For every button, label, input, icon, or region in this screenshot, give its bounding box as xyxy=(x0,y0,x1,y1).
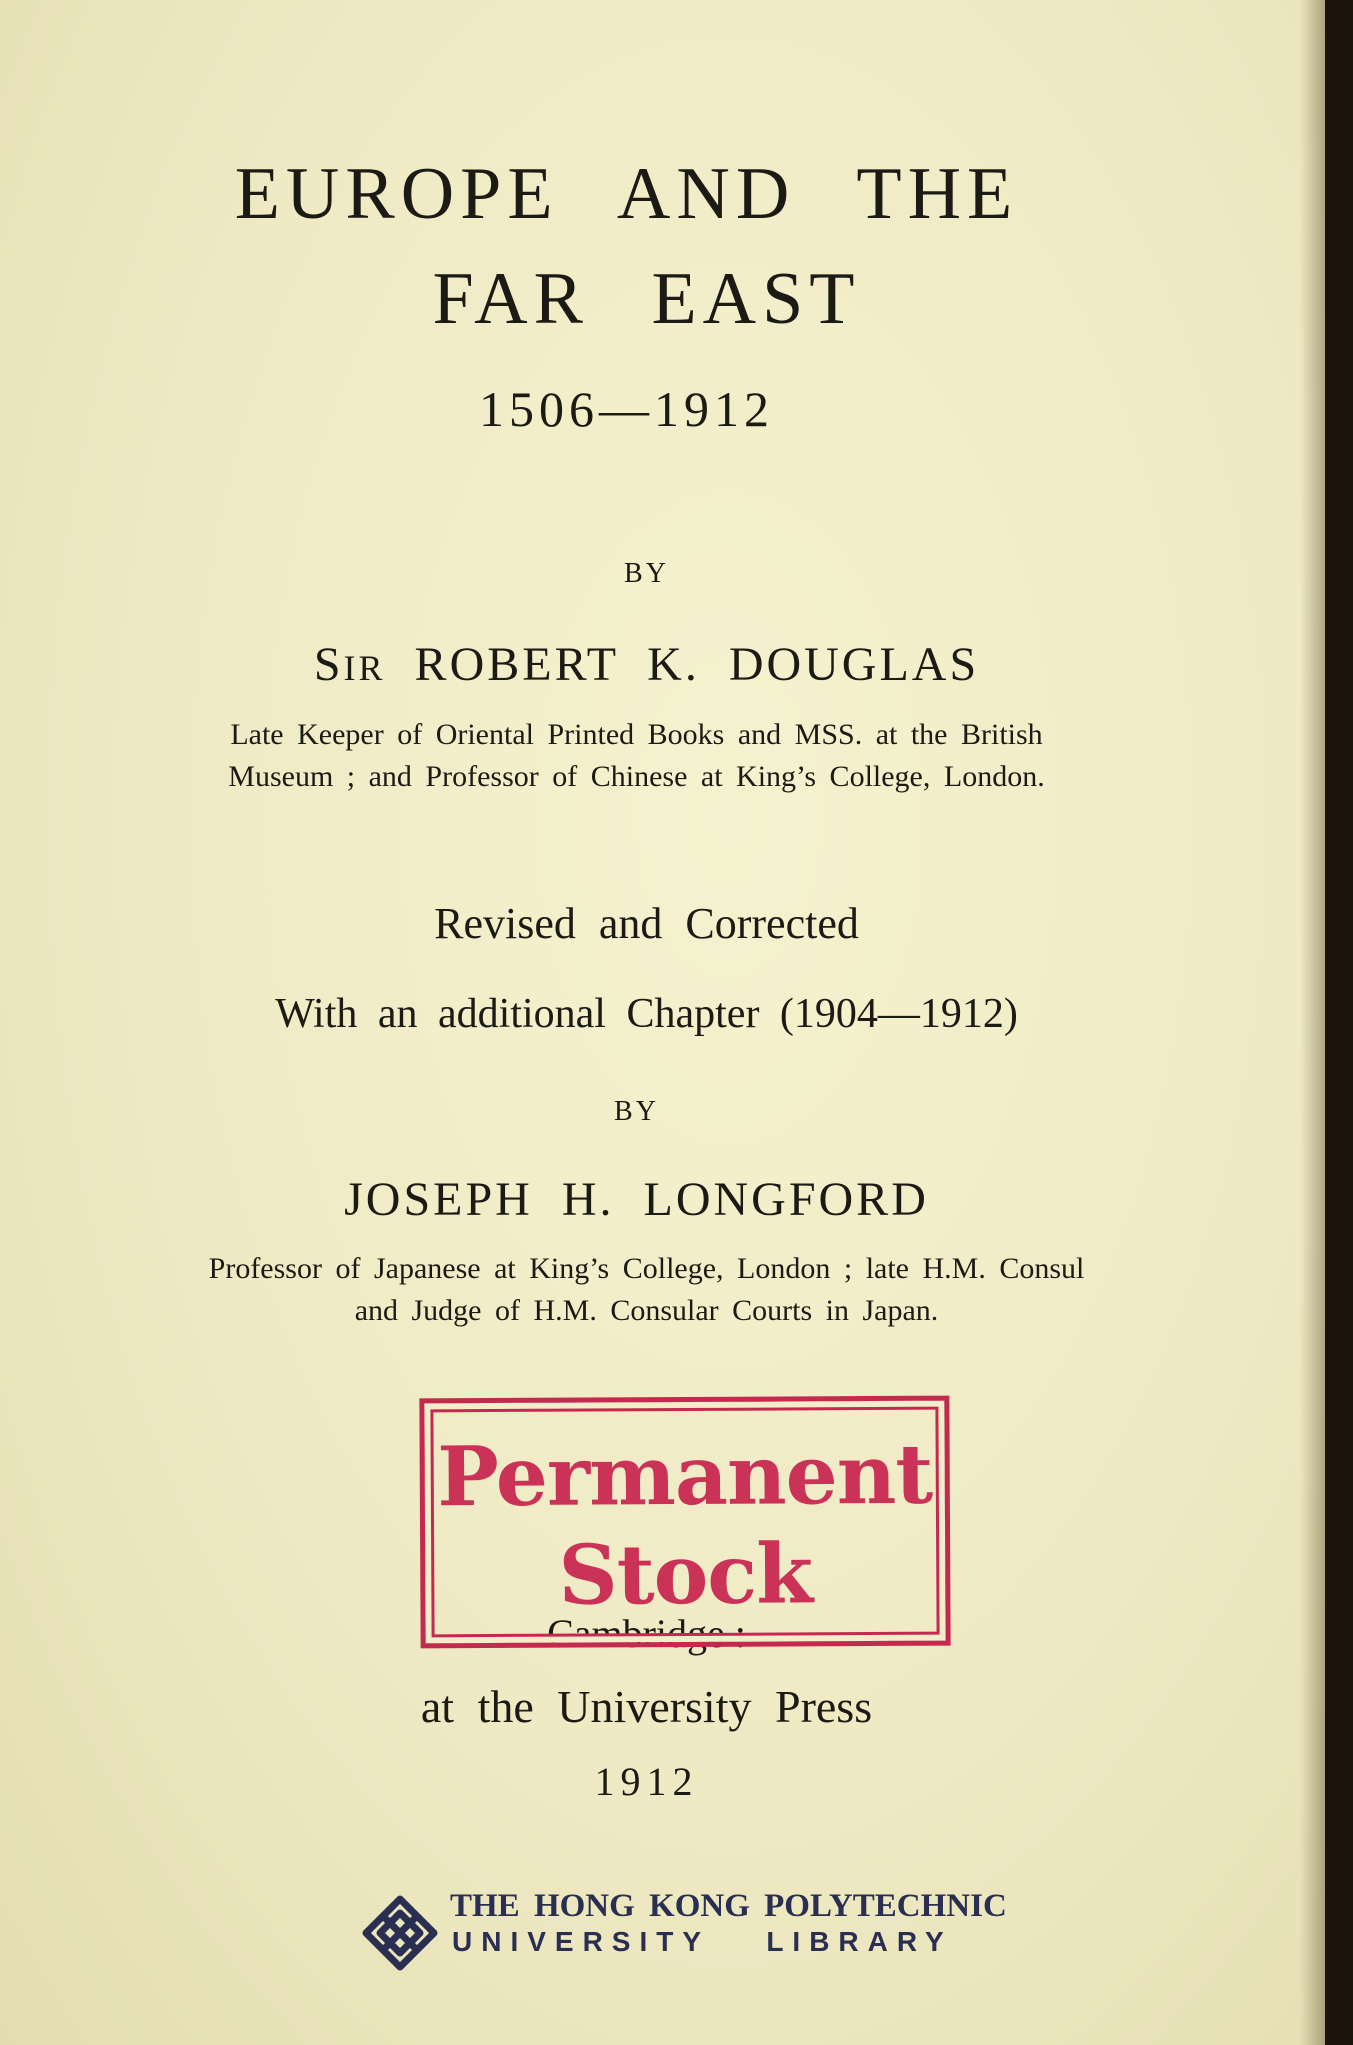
by-label: BY xyxy=(624,558,669,589)
author-affiliation-line2: Museum ; and Professor of Chinese at King’s College, London. xyxy=(228,760,1045,793)
polytechnic-knot-icon xyxy=(360,1893,440,1973)
by-label-2: BY xyxy=(614,1096,659,1127)
author-name-text: ROBERT K. DOUGLAS xyxy=(414,638,980,691)
book-years: 1506—1912 xyxy=(479,381,774,437)
additional-chapter-note: With an additional Chapter (1904—1912) xyxy=(275,991,1018,1037)
library-library: LIBRARY xyxy=(766,1926,953,1957)
spine-shadow xyxy=(1300,0,1325,2045)
stamp-line1: Permanent xyxy=(436,1426,933,1526)
permanent-stock-stamp xyxy=(419,1396,950,1649)
library-name-line1: THE HONG KONG POLYTECHNIC xyxy=(450,1888,1007,1924)
stamp-line2: Stock xyxy=(558,1526,813,1624)
imprint-city: Cambridge : xyxy=(547,1611,746,1656)
library-name-line2 xyxy=(452,1926,953,1958)
book-title-line1: EUROPE AND THE xyxy=(234,153,1019,235)
reviser-affiliation-line2: and Judge of H.M. Consular Courts in Japan. xyxy=(354,1294,939,1327)
book-title-line2: FAR EAST xyxy=(432,258,861,340)
imprint-year: 1912 xyxy=(594,1759,699,1804)
author-prefix-s: S xyxy=(313,638,344,691)
reviser-name: JOSEPH H. LONGFORD xyxy=(344,1173,929,1226)
revised-note: Revised and Corrected xyxy=(434,899,859,948)
author-name xyxy=(20,637,1273,692)
reviser-affiliation-line1: Professor of Japanese at King’s College, London ; late H.M. Consul xyxy=(208,1252,1085,1285)
library-university: UNIVERSITY xyxy=(452,1926,710,1957)
imprint-press: at the University Press xyxy=(420,1681,873,1732)
author-prefix-ir: IR xyxy=(343,648,386,688)
author-affiliation-line1: Late Keeper of Oriental Printed Books and MSS. at the British xyxy=(230,718,1043,751)
